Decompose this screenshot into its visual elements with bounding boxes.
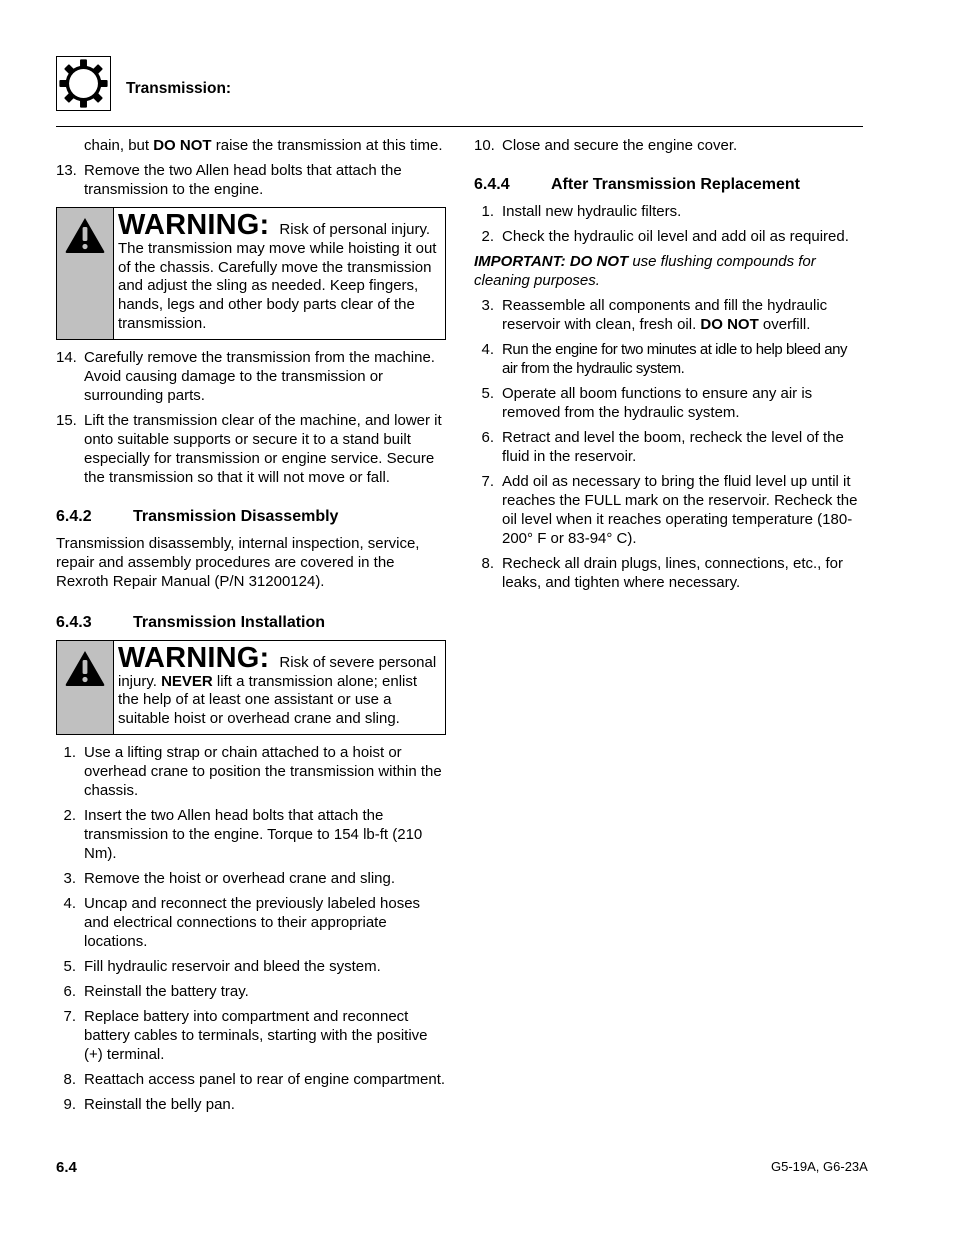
continued-step-text: chain, but DO NOT raise the transmission at this time. [84,137,443,154]
list-item: 2. Check the hydraulic oil level and add oil as required. [481,228,849,245]
warning-text: Risk of personal injury. The transmission may move while hoisting it out of the chassis. Carefully move the transmission and adjust the sling as needed. Keep fingers, hands, legs and other body parts clear of the transmission. [118,221,437,332]
warning-box [56,207,446,340]
list-item: 9. Reinstall the belly pan. [63,1095,235,1113]
list-item: 7. Add oil as necessary to bring the fluid level up until it reaches the FULL mark on the reservoir. Recheck the oil level when it reaches operating temperature (180-200° F or 83-94° C). [481,473,858,547]
warning-triangle-icon [64,649,106,687]
section-heading: 6.4.2 Transmission Disassembly [56,507,339,525]
left-column [56,136,446,1120]
section-body: Transmission disassembly, internal inspection, service, repair and assembly procedures are covered in the Rexroth Repair Manual (P/N 31200124). [56,534,420,590]
page-number: 6.4 [56,1159,77,1176]
list-item: 6. Retract and level the boom, recheck the level of the fluid in the reservoir. [481,429,844,465]
warning-label: WARNING: [118,641,270,674]
page-header-title: Transmission: [126,80,232,97]
model-numbers: G5-19A, G6-23A [771,1159,868,1174]
section-heading: 6.4.4 After Transmission Replacement [474,176,800,193]
important-note: IMPORTANT: DO NOT use flushing compounds for cleaning purposes. [474,253,816,289]
section-heading: 6.4.3 Transmission Installation [56,613,326,631]
warning-label: WARNING: [118,209,270,241]
header-divider [56,126,863,127]
warning-triangle-icon [64,216,106,254]
list-item: 7. Replace battery into compartment and reconnect battery cables to terminals, starting with the positive (+) terminal. [63,1007,428,1063]
list-item: 8. Reattach access panel to rear of engine compartment. [63,1070,446,1088]
list-item: 2. Insert the two Allen head bolts that attach the transmission to the engine. Torque to 154 lb-ft (210 Nm). [63,806,423,862]
section-gear-icon [56,56,111,111]
list-item: 1. Use a lifting strap or chain attached to a hoist or overhead crane to position the transmission within the chassis. [63,743,442,799]
list-item: 13. Remove the two Allen head bolts that attach the transmission to the engine. [56,162,402,198]
list-item: 3. Reassemble all components and fill the hydraulic reservoir with clean, fresh oil. DO NOT overfill. [481,297,828,333]
list-item: 1. Install new hydraulic filters. [481,203,682,220]
warning-box: WARNING: Risk of severe personal injury. NEVER lift a transmission alone; enlist the help of at least one assistant or use a suitable hoist or overhead crane and sling. [56,640,446,735]
list-item: 4. Uncap and reconnect the previously labeled hoses and electrical connections to their appropriate locations. [63,894,421,950]
list-item: 10. Close and secure the engine cover. [474,137,738,154]
list-item: 8. Recheck all drain plugs, lines, connections, etc., for leaks, and tighten where necessary. [481,555,844,591]
list-item: 6. Reinstall the battery tray. [63,982,249,1000]
right-column [474,136,864,598]
list-item: 4. Run the engine for two minutes at idle to help bleed any air from the hydraulic system. [481,341,848,377]
list-item: 5. Fill hydraulic reservoir and bleed the system. [63,957,381,975]
list-item: 14. Carefully remove the transmission from the machine. Avoid causing damage to the transmission or surrounding parts. [56,348,435,404]
list-item: 3. Remove the hoist or overhead crane and sling. [63,869,396,887]
list-item: 5. Operate all boom functions to ensure any air is removed from the hydraulic system. [481,385,813,421]
list-item: 15. Lift the transmission clear of the machine, and lower it onto suitable supports or secure it to a stand built especially for transmission or engine service. Secure the transmission so that it will not move or fall. [56,411,442,486]
